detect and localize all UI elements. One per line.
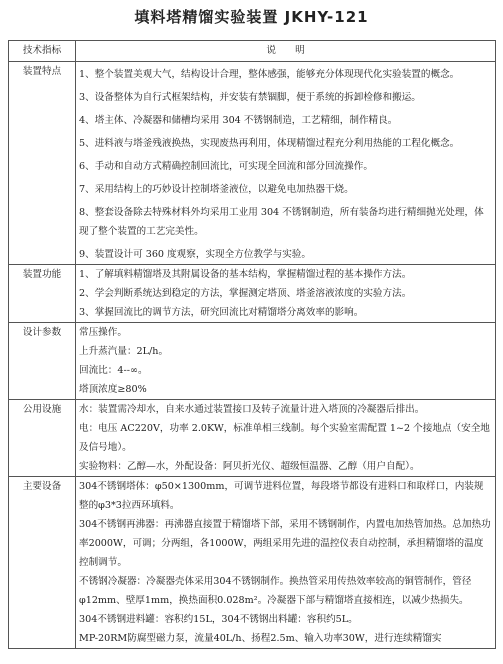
row-label: 装置功能 [9,265,76,323]
row-content [76,400,496,477]
list-item: 实验物料：乙醇—水，外配设备：阿贝折光仪、超级恒温器、乙醇（用户自配）。 [79,461,420,472]
header-spec: 技术指标 [9,41,76,62]
table-row [9,400,496,477]
table-row [9,265,496,323]
list-item: 1、了解填料精馏塔及其附属设备的基本结构，掌握精馏过程的基本操作方法。 [79,269,412,280]
list-item: 9、装置设计可 360 度观察，实现全方位教学与实验。 [79,249,311,260]
list-item: 不锈钢冷凝器：冷凝器壳体采用304不锈钢制作。换热管采用传热效率较高的铜管制作，管径φ12mm、壁厚1mm，换热面积0.028m²。冷凝器下部与精馏塔直接相连，以减少热损失。 [79,576,472,606]
list-item: 2、学会判断系统达到稳定的方法，掌握测定塔顶、塔釜溶液浓度的实验方法。 [79,288,412,299]
table-header-row [9,41,496,62]
list-item: 8、整套设备除去特殊材料外均采用工业用 304 不锈钢制造，所有装备均进行精细抛光处理，体现了整个装置的工艺完美性。 [79,207,484,237]
table-row [9,62,496,265]
row-content [76,265,496,323]
list-item: 回流比：4--∞。 [79,365,148,376]
row-label: 公用设施 [9,400,76,477]
list-item: 4、塔主体、冷凝器和储槽均采用 304 不锈钢制造，工艺精细，制作精良。 [79,115,398,126]
list-item: 水：装置需冷却水，自来水通过装置接口及转子流量计进入塔顶的冷凝器后排出。 [79,404,425,415]
document-title: 填料塔精馏实验装置 JKHY-121 [134,8,369,26]
list-item: 5、进料液与塔釜残液换热，实现废热再利用，体现精馏过程充分利用热能的工程化概念。 [79,138,460,149]
row-label: 设计参数 [9,323,76,400]
row-label: 装置特点 [9,62,76,265]
list-item: 1、整个装置美观大气，结构设计合理，整体感强，能够充分体现现代化实验装置的概念。 [79,69,460,80]
table-row [9,477,496,649]
spec-table [8,40,496,649]
row-content [76,62,496,265]
list-item: 6、手动和自动方式精确控制回流比，可实现全回流和部分回流操作。 [79,161,373,172]
header-description: 说 明 [76,41,496,62]
list-item: 塔顶浓度≥80% [79,384,147,395]
row-label: 主要设备 [9,477,76,649]
row-content [76,477,496,649]
list-item: 常压操作。 [79,327,127,338]
list-item: 电：电压 AC220V，功率 2.0KW，标准单相三线制。每个实验室需配置 1~2 个接地点（安全地及信号地）。 [79,423,490,453]
list-item: 3、设备整体为自行式框架结构，并安装有禁锢脚，便于系统的拆卸检修和搬运。 [79,92,421,103]
row-content [76,323,496,400]
list-item: 304不锈钢进料罐：容积约15L，304不锈钢出料罐：容积约5L。 [79,614,358,625]
list-item: 上升蒸汽量：2L/h。 [79,346,169,357]
list-item: MP-20RM防腐型磁力泵，流量40L/h、扬程2.5m、输入功率30W，进行连续精馏实 [79,633,442,644]
list-item: 304不锈钢再沸器：再沸器直接置于精馏塔下部，采用不锈钢制作，内置电加热管加热。总加热功率2000W，可调；分两组，各1000W，两组采用先进的温控仪表自动控制，承担精馏塔的温度控制调节。 [79,519,491,568]
list-item: 304不锈钢塔体：φ50×1300mm，可调节进料位置，每段塔节都设有进料口和取样口，内装规整的φ3*3拉西环填料。 [79,481,484,511]
list-item: 3、掌握回流比的调节方法，研究回流比对精馏塔分离效率的影响。 [79,307,364,318]
list-item: 7、采用结构上的巧妙设计控制塔釜液位，以避免电加热器干烧。 [79,184,354,195]
table-row [9,323,496,400]
